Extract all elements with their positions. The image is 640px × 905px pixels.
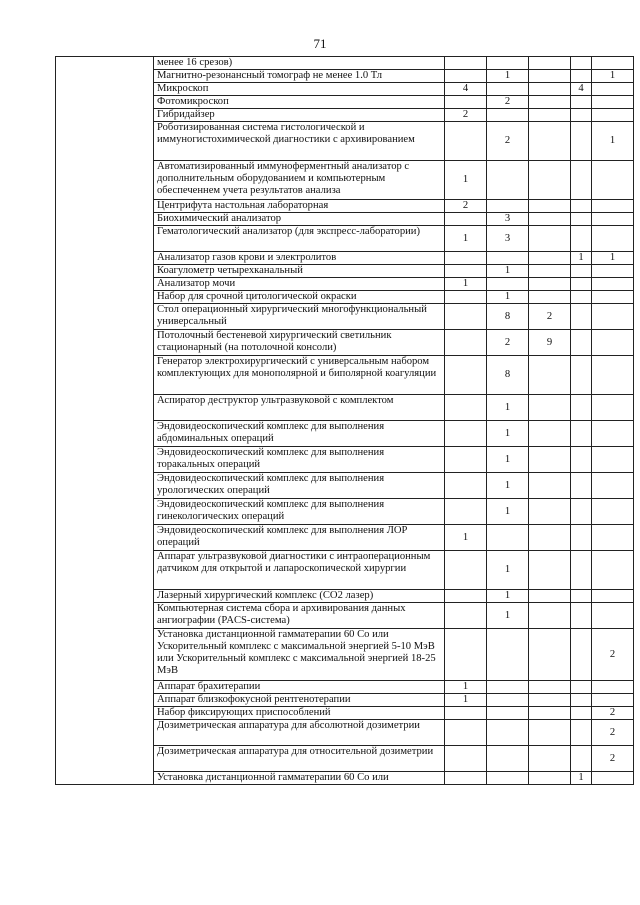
quantity-cell: 1	[445, 681, 487, 694]
quantity-cell: 2	[592, 720, 634, 746]
quantity-cell	[571, 473, 592, 499]
quantity-cell	[571, 57, 592, 70]
quantity-cell	[529, 499, 571, 525]
quantity-cell	[592, 395, 634, 421]
equipment-name-cell: Дозиметрическая аппаратура для относительной дозиметрии	[154, 746, 445, 772]
quantity-cell	[592, 772, 634, 785]
quantity-cell	[592, 265, 634, 278]
quantity-cell: 1	[592, 252, 634, 265]
quantity-cell	[445, 772, 487, 785]
quantity-cell	[529, 395, 571, 421]
quantity-cell	[529, 161, 571, 200]
equipment-name-cell: Фотомикроскоп	[154, 96, 445, 109]
quantity-cell	[445, 252, 487, 265]
quantity-cell: 1	[487, 551, 529, 590]
quantity-cell: 2	[487, 96, 529, 109]
equipment-name-cell: Аспиратор деструктор ультразвуковой с комплектом	[154, 395, 445, 421]
quantity-cell	[445, 421, 487, 447]
quantity-cell: 1	[445, 161, 487, 200]
quantity-cell	[529, 70, 571, 83]
quantity-cell	[487, 57, 529, 70]
quantity-cell: 8	[487, 356, 529, 395]
quantity-cell: 1	[592, 70, 634, 83]
quantity-cell	[592, 226, 634, 252]
equipment-name-cell: Компьютерная система сбора и архивирования данных ангиографии (PACS-система)	[154, 603, 445, 629]
table-row	[56, 57, 634, 70]
quantity-cell	[571, 603, 592, 629]
equipment-name-cell: менее 16 срезов)	[154, 57, 445, 70]
quantity-cell	[487, 720, 529, 746]
quantity-cell	[487, 83, 529, 96]
quantity-cell	[592, 525, 634, 551]
equipment-name-cell: Эндовидеоскопический комплекс для выполнения ЛОР операций	[154, 525, 445, 551]
quantity-cell	[571, 629, 592, 681]
quantity-cell: 1	[445, 694, 487, 707]
quantity-cell	[592, 356, 634, 395]
quantity-cell	[571, 304, 592, 330]
equipment-name-cell: Набор для срочной цитологической окраски	[154, 291, 445, 304]
equipment-name-cell: Анализатор мочи	[154, 278, 445, 291]
quantity-cell	[571, 200, 592, 213]
quantity-cell	[529, 109, 571, 122]
quantity-cell	[487, 707, 529, 720]
quantity-cell: 1	[571, 772, 592, 785]
quantity-cell	[487, 109, 529, 122]
quantity-cell	[529, 707, 571, 720]
quantity-cell	[487, 681, 529, 694]
equipment-name-cell: Генератор электрохирургический с универсальным набором комплектующих для монополярной и биполярной коагуляции	[154, 356, 445, 395]
quantity-cell	[592, 109, 634, 122]
quantity-cell: 2	[487, 122, 529, 161]
quantity-cell	[529, 746, 571, 772]
quantity-cell	[445, 57, 487, 70]
quantity-cell	[571, 694, 592, 707]
quantity-cell: 1	[487, 265, 529, 278]
quantity-cell	[529, 551, 571, 590]
equipment-name-cell: Аппарат ультразвуковой диагностики с интраоперационным датчиком для открытой и лапароскопической хирургии	[154, 551, 445, 590]
quantity-cell	[529, 122, 571, 161]
equipment-name-cell: Магнитно-резонансный томограф не менее 1.0 Тл	[154, 70, 445, 83]
quantity-cell	[592, 551, 634, 590]
quantity-cell	[529, 629, 571, 681]
quantity-cell: 4	[445, 83, 487, 96]
equipment-name-cell: Аппарат близкофокусной рентгенотерапии	[154, 694, 445, 707]
equipment-name-cell: Эндовидеоскопический комплекс для выполнения торакальных операций	[154, 447, 445, 473]
quantity-cell	[571, 746, 592, 772]
quantity-cell	[571, 122, 592, 161]
equipment-name-cell: Анализатор газов крови и электролитов	[154, 252, 445, 265]
quantity-cell: 2	[529, 304, 571, 330]
quantity-cell	[529, 278, 571, 291]
quantity-cell	[571, 447, 592, 473]
quantity-cell: 1	[487, 421, 529, 447]
equipment-name-cell: Эндовидеоскопический комплекс для выполнения гинекологических операций	[154, 499, 445, 525]
equipment-name-cell: Установка дистанционной гамматерапии 60 Со или Ускорительный комплекс с максимальной энергией 5-10 МэВ или Ускорительный комплекс с максимальной энергией 18-25 МэВ	[154, 629, 445, 681]
quantity-cell: 1	[571, 252, 592, 265]
quantity-cell	[487, 772, 529, 785]
quantity-cell	[571, 395, 592, 421]
equipment-name-cell: Эндовидеоскопический комплекс для выполнения урологических операций	[154, 473, 445, 499]
quantity-cell	[571, 356, 592, 395]
quantity-cell	[571, 291, 592, 304]
quantity-cell: 2	[592, 629, 634, 681]
quantity-cell	[487, 525, 529, 551]
quantity-cell	[445, 265, 487, 278]
equipment-name-cell: Стол операционный хирургический многофункциональный универсальный	[154, 304, 445, 330]
quantity-cell	[445, 213, 487, 226]
quantity-cell	[592, 473, 634, 499]
equipment-name-cell: Аппарат брахитерапии	[154, 681, 445, 694]
quantity-cell	[529, 291, 571, 304]
quantity-cell	[487, 278, 529, 291]
quantity-cell	[571, 161, 592, 200]
quantity-cell	[571, 707, 592, 720]
quantity-cell	[571, 213, 592, 226]
quantity-cell	[445, 551, 487, 590]
quantity-cell	[571, 226, 592, 252]
quantity-cell: 3	[487, 226, 529, 252]
quantity-cell: 1	[487, 395, 529, 421]
quantity-cell	[529, 226, 571, 252]
quantity-cell: 1	[487, 70, 529, 83]
quantity-cell	[445, 122, 487, 161]
quantity-cell	[445, 499, 487, 525]
quantity-cell	[592, 83, 634, 96]
quantity-cell	[529, 447, 571, 473]
quantity-cell: 3	[487, 213, 529, 226]
quantity-cell: 1	[592, 122, 634, 161]
quantity-cell	[592, 213, 634, 226]
quantity-cell	[571, 278, 592, 291]
quantity-cell	[529, 590, 571, 603]
quantity-cell	[529, 83, 571, 96]
quantity-cell: 1	[487, 291, 529, 304]
quantity-cell	[529, 772, 571, 785]
quantity-cell	[571, 720, 592, 746]
quantity-cell	[571, 525, 592, 551]
quantity-cell	[445, 629, 487, 681]
equipment-name-cell: Гибридайзер	[154, 109, 445, 122]
quantity-cell	[529, 96, 571, 109]
quantity-cell: 1	[487, 590, 529, 603]
quantity-cell: 1	[487, 473, 529, 499]
quantity-cell	[445, 720, 487, 746]
quantity-cell	[592, 96, 634, 109]
quantity-cell	[445, 96, 487, 109]
quantity-cell: 1	[445, 278, 487, 291]
equipment-name-cell: Коагулометр четырехканальный	[154, 265, 445, 278]
quantity-cell	[445, 746, 487, 772]
quantity-cell	[487, 161, 529, 200]
quantity-cell	[445, 395, 487, 421]
quantity-cell	[571, 265, 592, 278]
quantity-cell	[445, 473, 487, 499]
quantity-cell	[592, 447, 634, 473]
quantity-cell	[571, 70, 592, 83]
quantity-cell	[487, 746, 529, 772]
quantity-cell	[445, 356, 487, 395]
quantity-cell	[529, 720, 571, 746]
quantity-cell	[445, 590, 487, 603]
quantity-cell	[592, 291, 634, 304]
quantity-cell	[445, 330, 487, 356]
section-cell	[56, 57, 154, 785]
quantity-cell	[592, 603, 634, 629]
quantity-cell	[529, 473, 571, 499]
quantity-cell: 1	[487, 603, 529, 629]
quantity-cell	[571, 421, 592, 447]
quantity-cell: 2	[445, 200, 487, 213]
equipment-name-cell: Дозиметрическая аппаратура для абсолютной дозиметрии	[154, 720, 445, 746]
quantity-cell	[529, 525, 571, 551]
equipment-name-cell: Микроскоп	[154, 83, 445, 96]
quantity-cell	[571, 590, 592, 603]
equipment-name-cell: Центрифута настольная лабораторная	[154, 200, 445, 213]
quantity-cell: 2	[592, 746, 634, 772]
quantity-cell	[487, 629, 529, 681]
quantity-cell	[529, 694, 571, 707]
quantity-cell	[529, 57, 571, 70]
quantity-cell	[529, 252, 571, 265]
equipment-name-cell: Установка дистанционной гамматерапии 60 Со или	[154, 772, 445, 785]
quantity-cell	[571, 499, 592, 525]
quantity-cell	[592, 590, 634, 603]
quantity-cell	[571, 681, 592, 694]
quantity-cell: 4	[571, 83, 592, 96]
equipment-name-cell: Лазерный хирургический комплекс (СО2 лазер)	[154, 590, 445, 603]
quantity-cell	[592, 330, 634, 356]
quantity-cell: 1	[487, 447, 529, 473]
quantity-cell	[529, 265, 571, 278]
quantity-cell	[529, 603, 571, 629]
quantity-cell	[592, 499, 634, 525]
quantity-cell	[592, 278, 634, 291]
quantity-cell	[571, 96, 592, 109]
quantity-cell	[445, 707, 487, 720]
quantity-cell	[445, 447, 487, 473]
quantity-cell: 1	[445, 226, 487, 252]
quantity-cell	[592, 694, 634, 707]
quantity-cell: 2	[445, 109, 487, 122]
quantity-cell	[529, 213, 571, 226]
equipment-name-cell: Биохимический анализатор	[154, 213, 445, 226]
quantity-cell: 1	[445, 525, 487, 551]
equipment-name-cell: Автоматизированный иммуноферментный анализатор с дополнительным оборудованием и компьютерным обеспеченнем учета результатов анализа	[154, 161, 445, 200]
page-number: 71	[313, 36, 327, 51]
quantity-cell: 2	[592, 707, 634, 720]
quantity-cell	[592, 681, 634, 694]
quantity-cell	[571, 330, 592, 356]
quantity-cell	[571, 109, 592, 122]
quantity-cell	[487, 200, 529, 213]
quantity-cell: 1	[487, 499, 529, 525]
equipment-name-cell: Роботизированная система гистологической и иммуногистохимической диагностики с архивированием	[154, 122, 445, 161]
equipment-name-cell: Эндовидеоскопический комплекс для выполнения абдоминальных операций	[154, 421, 445, 447]
quantity-cell	[592, 200, 634, 213]
equipment-table	[55, 56, 634, 785]
quantity-cell	[445, 70, 487, 83]
quantity-cell: 8	[487, 304, 529, 330]
quantity-cell	[592, 161, 634, 200]
equipment-name-cell: Набор фиксирующих приспособлений	[154, 707, 445, 720]
quantity-cell	[529, 200, 571, 213]
quantity-cell	[487, 252, 529, 265]
quantity-cell	[571, 551, 592, 590]
quantity-cell: 9	[529, 330, 571, 356]
quantity-cell	[529, 356, 571, 395]
quantity-cell	[445, 603, 487, 629]
quantity-cell	[592, 57, 634, 70]
quantity-cell	[445, 291, 487, 304]
quantity-cell	[592, 421, 634, 447]
quantity-cell	[445, 304, 487, 330]
quantity-cell: 2	[487, 330, 529, 356]
quantity-cell	[487, 694, 529, 707]
equipment-name-cell: Гематологический анализатор (для экспресс-лаборатории)	[154, 226, 445, 252]
quantity-cell	[529, 421, 571, 447]
quantity-cell	[529, 681, 571, 694]
equipment-name-cell: Потолочный бестеневой хирургический светильник стационарный (на потолочной консоли)	[154, 330, 445, 356]
quantity-cell	[592, 304, 634, 330]
